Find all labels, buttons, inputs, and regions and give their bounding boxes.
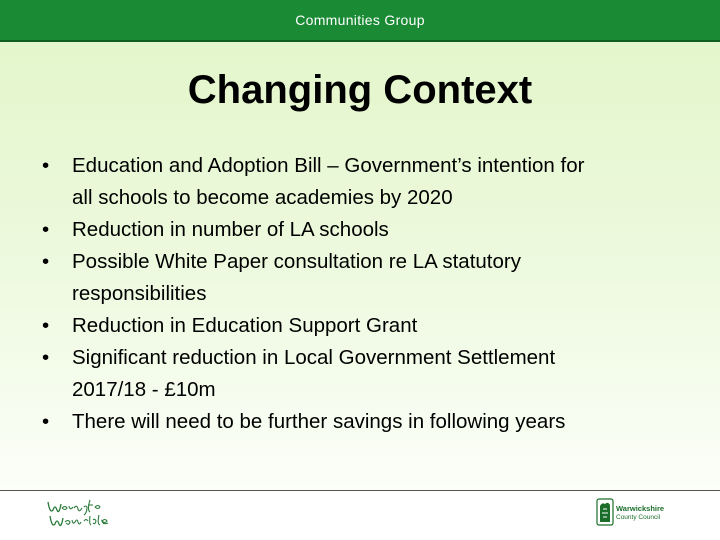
- bullet-dot: •: [42, 250, 50, 273]
- bullet-item: [42, 342, 692, 406]
- bullet-dot: •: [42, 410, 50, 433]
- bullet-text-continued: all schools to become academies by 2020: [72, 186, 453, 209]
- logo-right-line1: Warwickshire: [616, 504, 665, 513]
- warwickshire-county-council-logo: [596, 497, 670, 529]
- bullet-item: [42, 246, 692, 310]
- bullet-text: Education and Adoption Bill – Government’s intention for: [72, 154, 585, 177]
- footer-divider: [0, 490, 720, 491]
- bullet-dot: •: [42, 346, 50, 369]
- bullet-text: Reduction in Education Support Grant: [72, 314, 418, 337]
- bullet-text: Reduction in number of LA schools: [72, 218, 389, 241]
- bullet-text: Significant reduction in Local Government Settlement: [72, 346, 556, 369]
- bullet-item: [42, 214, 692, 246]
- bullet-dot: •: [42, 218, 50, 241]
- bullet-item: [42, 150, 692, 214]
- bullet-text-continued: responsibilities: [72, 282, 207, 305]
- bullet-text-continued: 2017/18 - £10m: [72, 378, 216, 401]
- bullet-item: [42, 406, 692, 438]
- bullet-text: Possible White Paper consultation re LA statutory: [72, 250, 521, 273]
- logo-right-line2: County Council: [616, 514, 661, 521]
- header-text: Communities Group: [295, 12, 425, 28]
- header-bar: [0, 0, 720, 42]
- bullet-item: [42, 310, 692, 342]
- working-for-warwickshire-logo: [44, 496, 116, 532]
- bullet-dot: •: [42, 154, 50, 177]
- bullet-text: There will need to be further savings in following years: [72, 410, 566, 433]
- bullet-list: [42, 150, 692, 438]
- bullet-dot: •: [42, 314, 50, 337]
- slide-title: Changing Context: [187, 68, 533, 112]
